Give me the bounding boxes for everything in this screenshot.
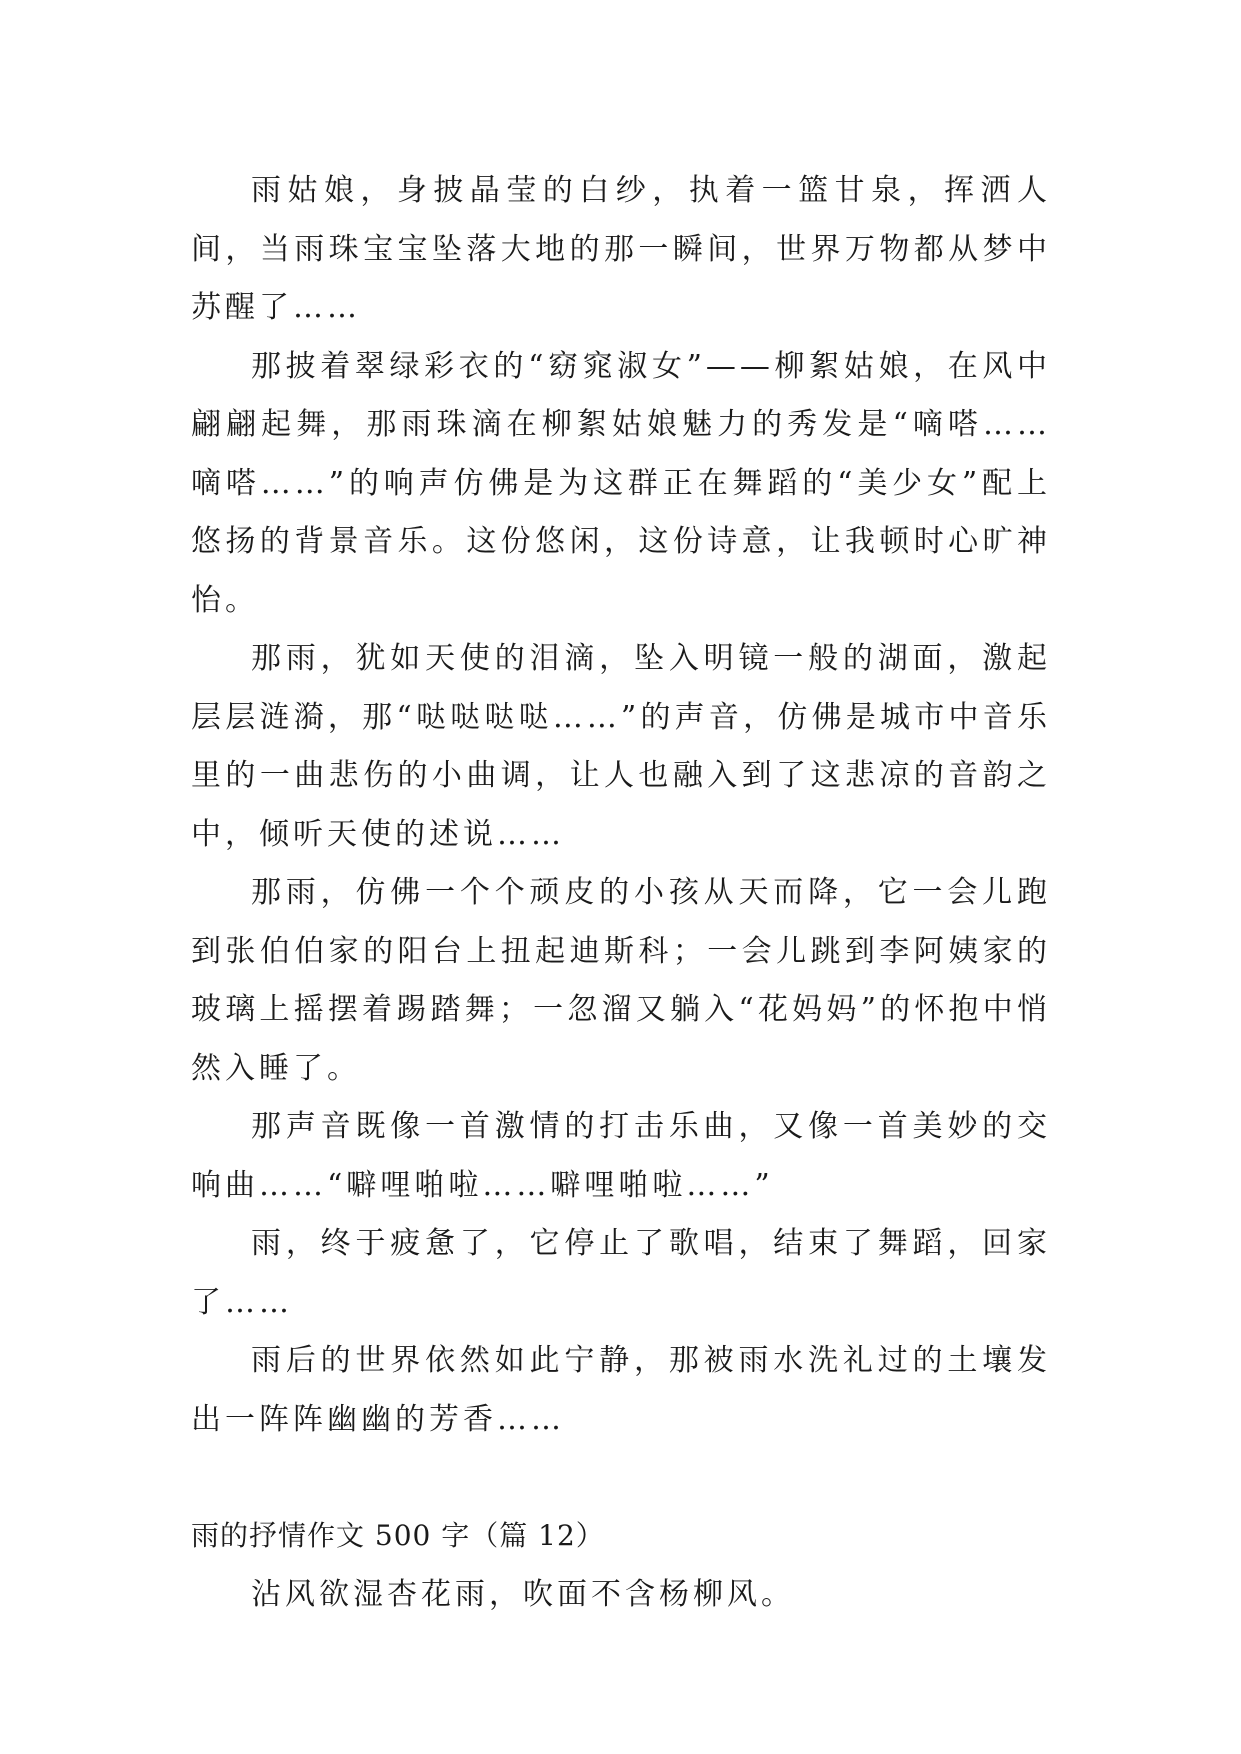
- section-spacer: [191, 1449, 1051, 1507]
- document-body: [191, 162, 1051, 1624]
- paragraph-percussion: 那声音既像一首激情的打击乐曲，又像一首美妙的交响曲……“噼哩啪啦……噼哩啪啦……”: [191, 1109, 1051, 1203]
- paragraph-rain-girl: 雨姑娘，身披晶莹的白纱，执着一篮甘泉，挥洒人间，当雨珠宝宝坠落大地的那一瞬间，世界万物都从梦中苏醒了……: [191, 173, 1051, 325]
- paragraph-rain-tired: 雨，终于疲惫了，它停止了歌唱，结束了舞蹈，回家了……: [191, 1226, 1051, 1320]
- paragraph-after-rain: 雨后的世界依然如此宁静，那被雨水洗礼过的土壤发出一阵阵幽幽的芳香……: [191, 1343, 1051, 1437]
- section-paragraph-first: 沾风欲湿杏花雨，吹面不含杨柳风。: [251, 1576, 795, 1612]
- paragraph-naughty-child: 那雨，仿佛一个个顽皮的小孩从天而降，它一会儿跑到张伯伯家的阳台上扭起迪斯科；一会儿跳到李阿姨家的玻璃上摇摆着踢踏舞；一忽溜又躺入“花妈妈”的怀抱中悄然入睡了。: [191, 875, 1051, 1086]
- paragraph-willow-girl: 那披着翠绿彩衣的“窈窕淑女”——柳絮姑娘，在风中翩翩起舞，那雨珠滴在柳絮姑娘魅力的秀发是“嘀嗒……嘀嗒……”的响声仿佛是为这群正在舞蹈的“美少女”配上悠扬的背景音乐。这份悠闲，这份诗意，让我顿时心旷神怡。: [191, 348, 1051, 618]
- paragraph-angel-tears: 那雨，犹如天使的泪滴，坠入明镜一般的湖面，激起层层涟漪，那“哒哒哒哒……”的声音，仿佛是城市中音乐里的一曲悲伤的小曲调，让人也融入到了这悲凉的音韵之中，倾听天使的述说……: [191, 641, 1051, 852]
- section-heading: 雨的抒情作文 500 字（篇 12）: [191, 1519, 605, 1552]
